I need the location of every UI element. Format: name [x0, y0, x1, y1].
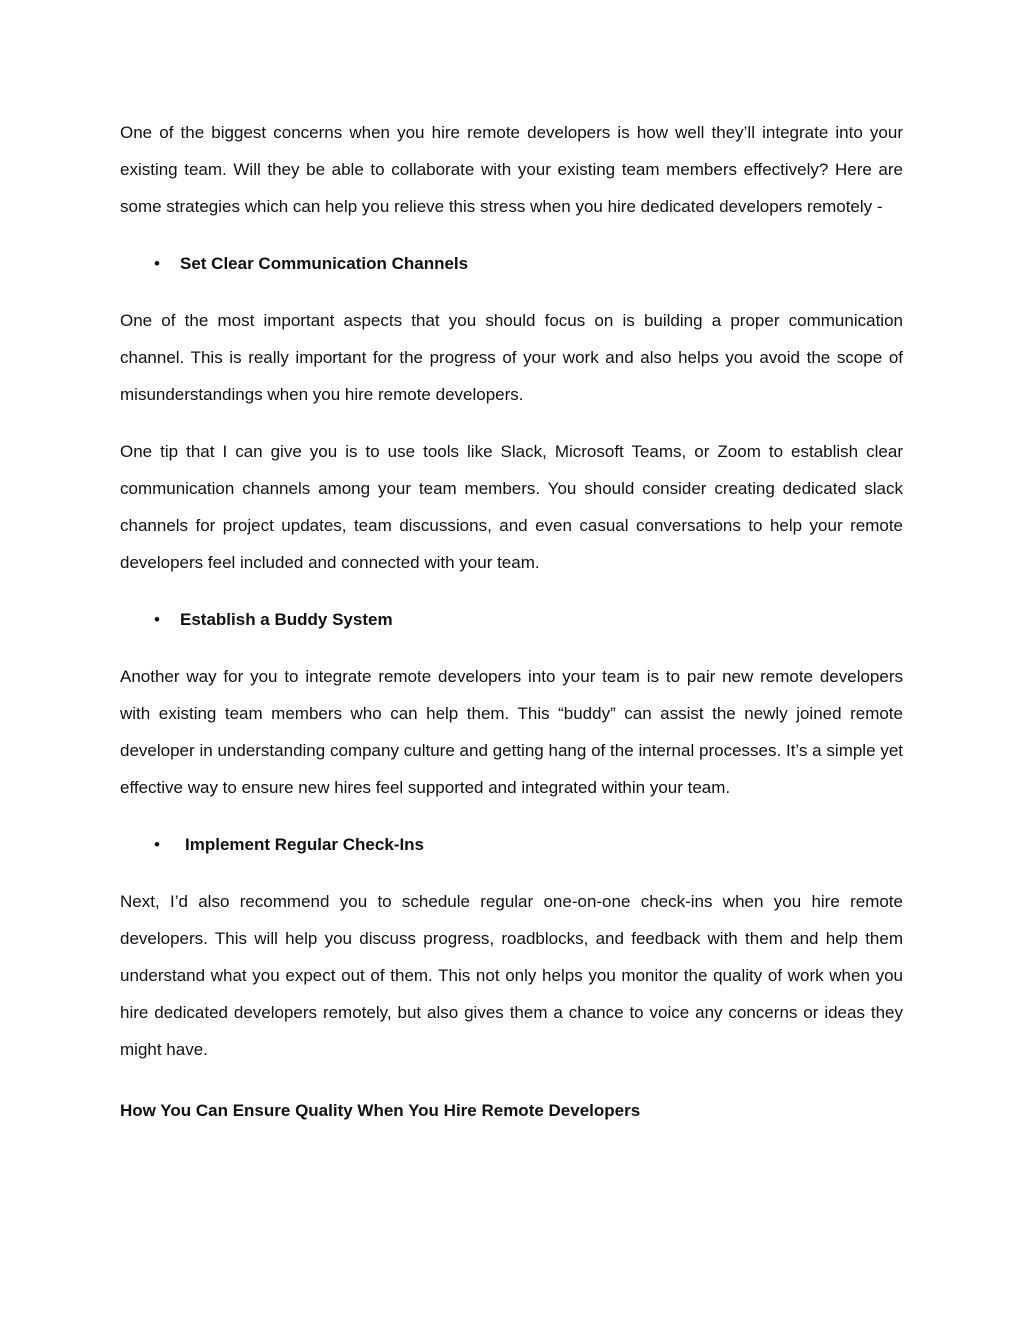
- body-paragraph: Another way for you to integrate remote developers into your team is to pair new remote developers with existing team members who can help them. This “buddy” can assist the newly joined remote developer in understanding company culture and getting hang of the internal processes. It’s a simple yet effective way to ensure new hires feel supported and integrated within your team.: [120, 667, 903, 797]
- bullet-title: Set Clear Communication Channels: [180, 254, 469, 273]
- document-page: [120, 114, 903, 1129]
- body-paragraph: One of the most important aspects that you should focus on is building a proper communication channel. This is really important for the progress of your work and also helps you avoid the scope of misunderstandings when you hire remote developers.: [120, 311, 903, 404]
- section-heading: How You Can Ensure Quality When You Hire Remote Developers: [120, 1101, 641, 1120]
- bullet-title: Implement Regular Check-Ins: [185, 835, 425, 854]
- bullet-set-clear-communication: [120, 245, 903, 282]
- bullet-implement-check-ins: [120, 826, 903, 863]
- bullet-dot-icon: •: [154, 835, 160, 854]
- bullet-dot-icon: •: [154, 610, 160, 629]
- bullet-establish-buddy-system: [120, 601, 903, 638]
- body-paragraph: Next, I’d also recommend you to schedule regular one-on-one check-ins when you hire remote developers. This will help you discuss progress, roadblocks, and feedback with them and help them understand what you expect out of them. This not only helps you monitor the quality of work when you hire dedicated developers remotely, but also gives them a chance to voice any concerns or ideas they might have.: [120, 892, 903, 1059]
- body-paragraph: One tip that I can give you is to use tools like Slack, Microsoft Teams, or Zoom to establish clear communication channels among your team members. You should consider creating dedicated slack channels for project updates, team discussions, and even casual conversations to help your remote developers feel included and connected with your team.: [120, 442, 903, 572]
- bullet-title: Establish a Buddy System: [180, 610, 393, 629]
- intro-paragraph: One of the biggest concerns when you hire remote developers is how well they’ll integrate into your existing team. Will they be able to collaborate with your existing team members effectively? Here are some strategies which can help you relieve this stress when you hire dedicated developers remotely -: [120, 123, 903, 216]
- bullet-dot-icon: •: [154, 254, 160, 273]
